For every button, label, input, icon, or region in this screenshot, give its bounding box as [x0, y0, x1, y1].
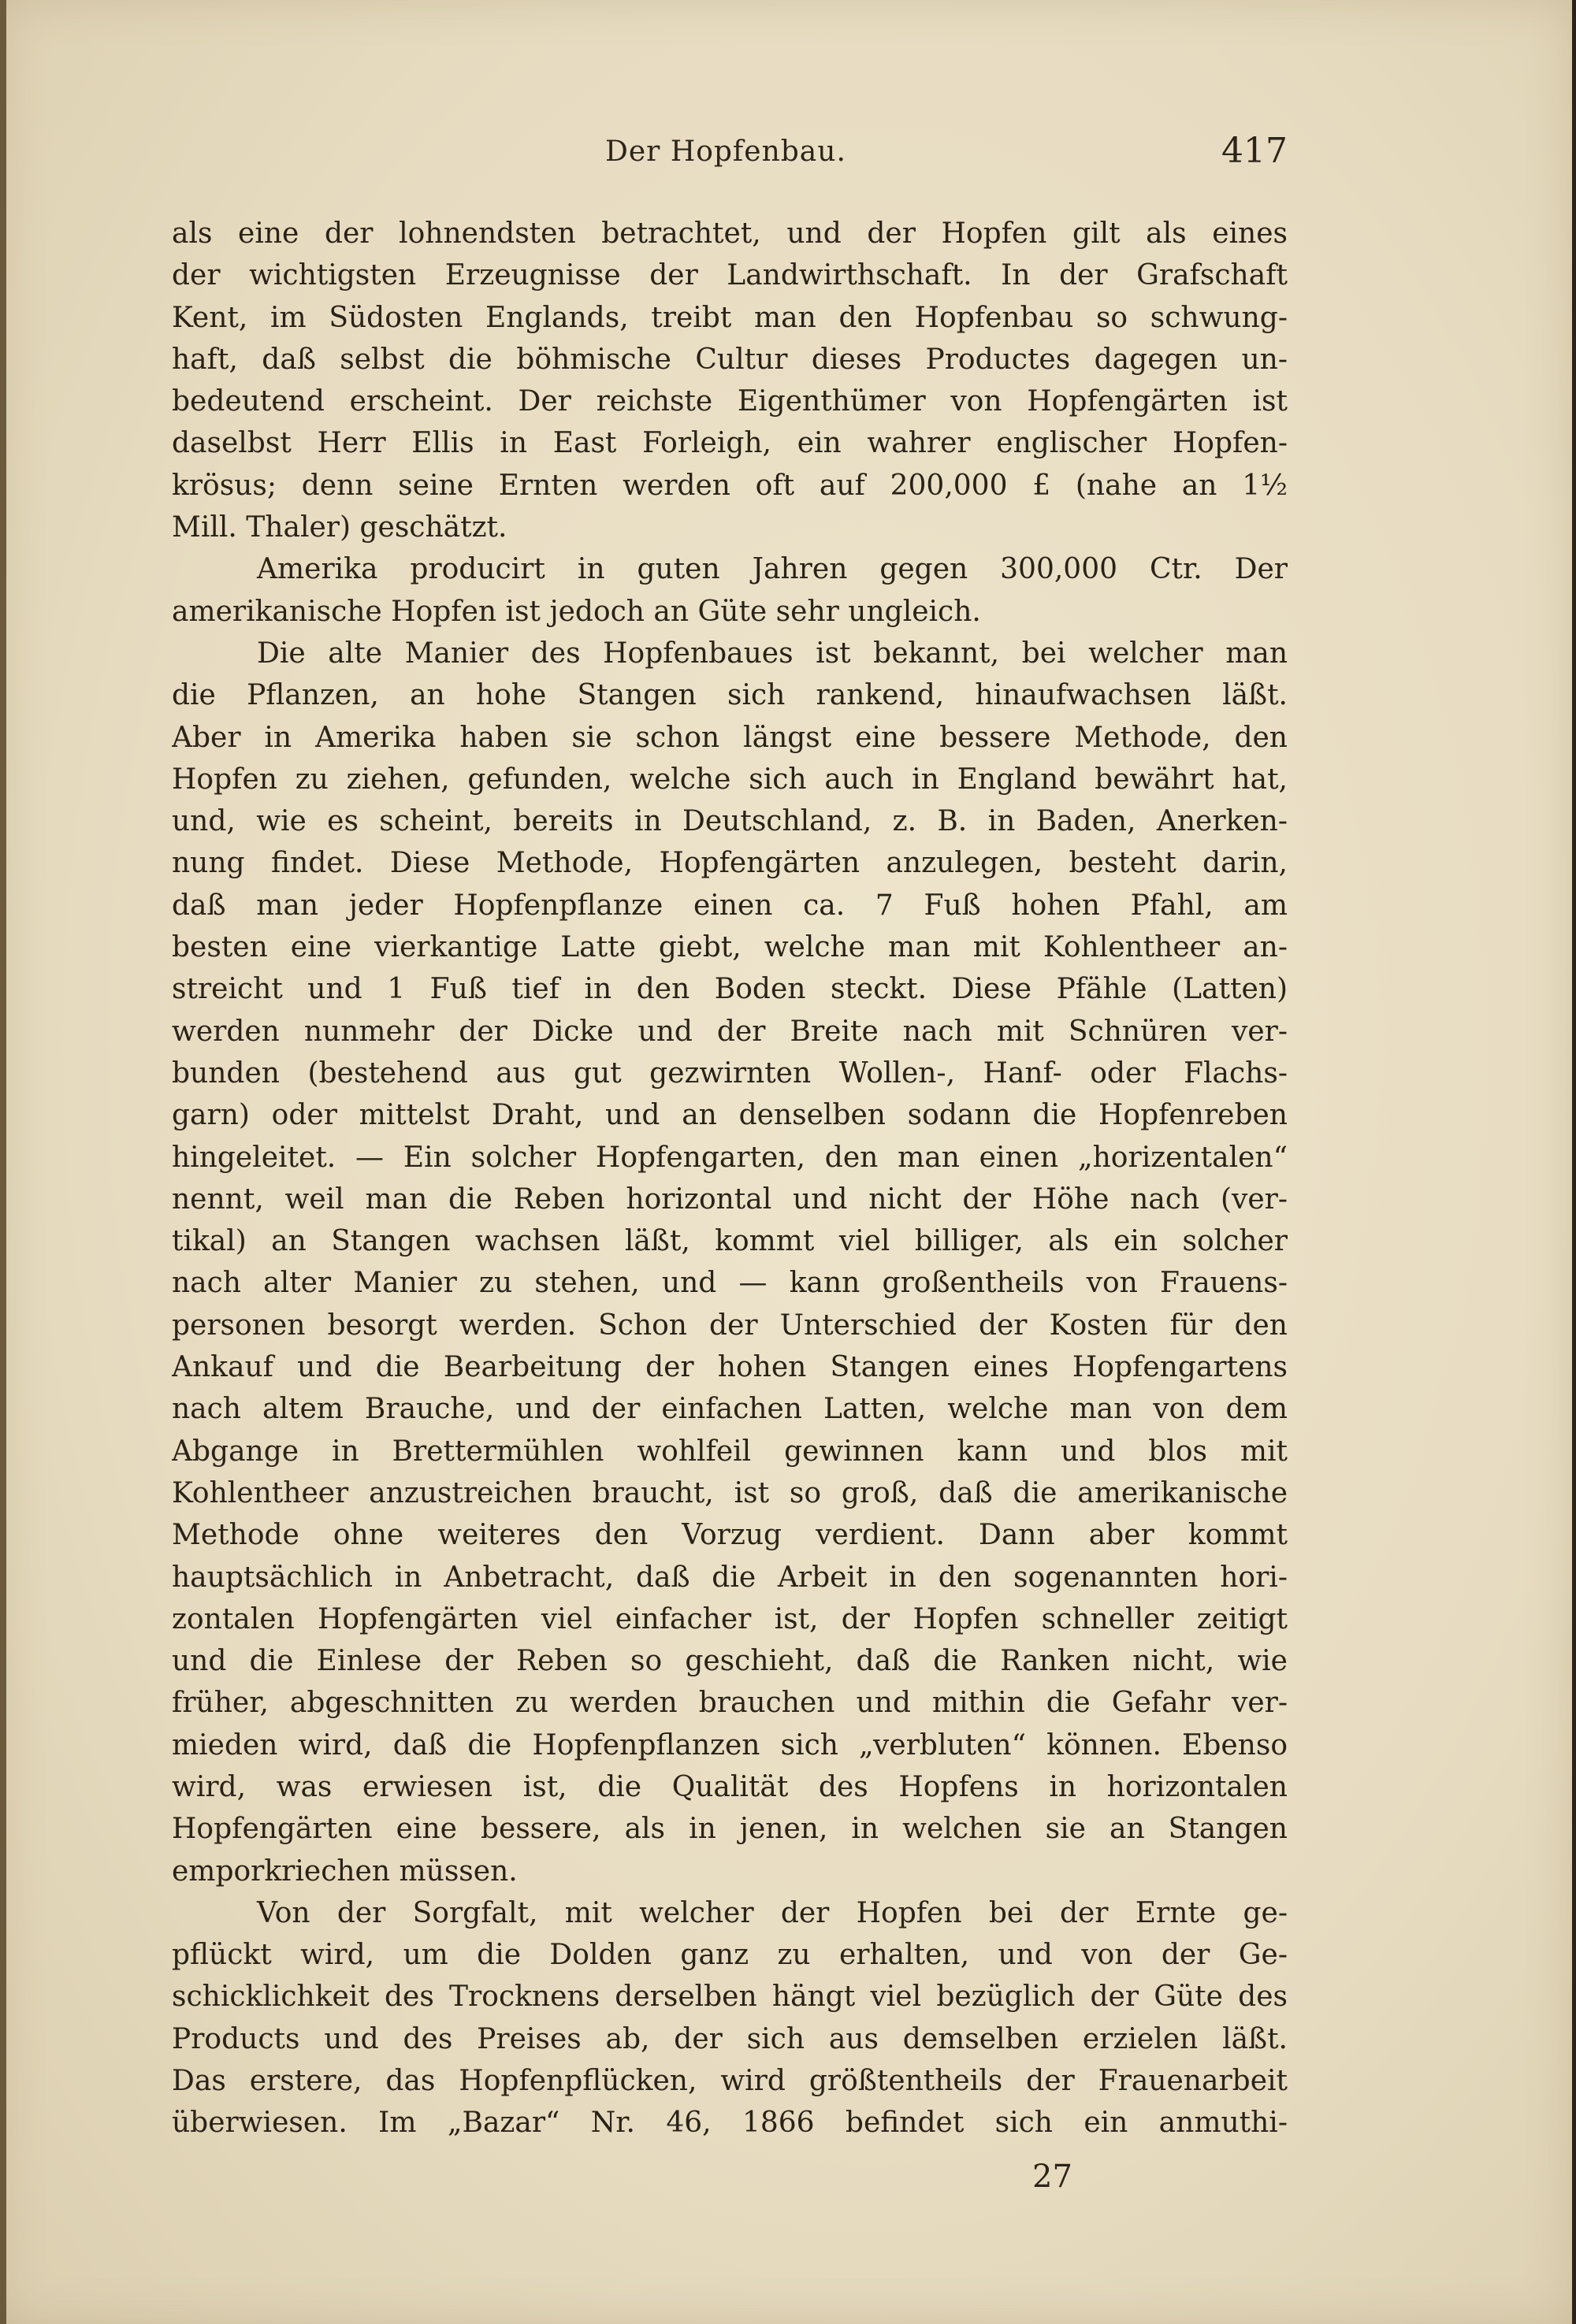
text-line: nach altem Brauche, und der einfachen Latten, welche man von dem: [172, 1393, 1288, 1426]
text-line: als eine der lohnendsten betrachtet, und der Hopfen gilt als eines: [172, 217, 1288, 250]
running-header: [172, 126, 1288, 181]
text-line: Ankauf und die Bearbeitung der hohen Stangen eines Hopfengartens: [172, 1351, 1288, 1384]
text-line: Das erstere, das Hopfenpflücken, wird größtentheils der Frauenarbeit: [172, 2065, 1288, 2098]
page-number: 417: [1221, 131, 1288, 171]
text-line: Mill. Thaler) geschätzt.: [172, 511, 507, 544]
text-line: überwiesen. Im „Bazar“ Nr. 46, 1866 befindet sich ein anmuthi-: [172, 2107, 1288, 2140]
text-line: Von der Sorgfalt, mit welcher der Hopfen bei der Ernte ge-: [257, 1896, 1288, 1929]
text-line: besten eine vierkantige Latte giebt, welche man mit Kohlentheer an-: [172, 931, 1288, 964]
text-line: Amerika producirt in guten Jahren gegen 300,000 Ctr. Der: [257, 553, 1288, 586]
text-line: Hopfengärten eine bessere, als in jenen, in welchen sie an Stangen: [172, 1813, 1288, 1846]
text-line: wird, was erwiesen ist, die Qualität des Hopfens in horizontalen: [172, 1770, 1288, 1803]
text-line: mieden wird, daß die Hopfenpflanzen sich „verbluten“ können. Ebenso: [172, 1728, 1288, 1762]
text-line: personen besorgt werden. Schon der Unterschied der Kosten für den: [172, 1309, 1288, 1342]
text-line: bedeutend erscheint. Der reichste Eigenthümer von Hopfengärten ist: [172, 385, 1288, 418]
text-line: nach alter Manier zu stehen, und — kann großentheils von Frauens-: [172, 1267, 1288, 1300]
text-line: und die Einlese der Reben so geschieht, daß die Ranken nicht, wie: [172, 1645, 1288, 1678]
page-edge: [0, 0, 6, 2324]
text-line: streicht und 1 Fuß tief in den Boden steckt. Diese Pfähle (Latten): [172, 973, 1288, 1006]
body-text: [172, 213, 1288, 2144]
text-line: hingeleitet. — Ein solcher Hopfengarten, den man einen „horizentalen“: [172, 1141, 1288, 1174]
text-line: nung findet. Diese Methode, Hopfengärten anzulegen, besteht darin,: [172, 847, 1288, 880]
text-line: daß man jeder Hopfenpflanze einen ca. 7 Fuß hohen Pfahl, am: [172, 889, 1288, 922]
text-line: amerikanische Hopfen ist jedoch an Güte sehr ungleich.: [172, 595, 981, 628]
text-line: daselbst Herr Ellis in East Forleigh, ein wahrer englischer Hopfen-: [172, 427, 1288, 460]
text-line: Die alte Manier des Hopfenbaues ist bekannt, bei welcher man: [257, 637, 1288, 670]
text-line: emporkriechen müssen.: [172, 1854, 518, 1888]
text-line: Kent, im Südosten Englands, treibt man den Hopfenbau so schwung-: [172, 301, 1288, 334]
text-line: bunden (bestehend aus gut gezwirnten Wollen-, Hanf- oder Flachs-: [172, 1056, 1288, 1090]
text-line: Abgange in Brettermühlen wohlfeil gewinnen kann und blos mit: [172, 1435, 1288, 1468]
text-line: und, wie es scheint, bereits in Deutschland, z. B. in Baden, Anerken-: [172, 805, 1288, 838]
text-line: zontalen Hopfengärten viel einfacher ist, der Hopfen schneller zeitigt: [172, 1602, 1288, 1635]
text-line: haft, daß selbst die böhmische Cultur dieses Productes dagegen un-: [172, 343, 1288, 376]
running-title: Der Hopfenbau.: [605, 136, 846, 168]
text-line: Aber in Amerika haben sie schon längst eine bessere Methode, den: [172, 721, 1288, 754]
text-line: krösus; denn seine Ernten werden oft auf 200,000 £ (nahe an 1½: [172, 469, 1288, 502]
text-line: Methode ohne weiteres den Vorzug verdient. Dann aber kommt: [172, 1519, 1288, 1552]
signature-mark: 27: [1032, 2159, 1072, 2195]
text-line: schicklichkeit des Trocknens derselben hängt viel bezüglich der Güte des: [172, 1981, 1288, 2014]
text-line: tikal) an Stangen wachsen läßt, kommt viel billiger, als ein solcher: [172, 1225, 1288, 1258]
text-line: pflückt wird, um die Dolden ganz zu erhalten, und von der Ge-: [172, 1939, 1288, 1972]
text-line: Kohlentheer anzustreichen braucht, ist so groß, daß die amerikanische: [172, 1476, 1288, 1509]
text-line: früher, abgeschnitten zu werden brauchen und mithin die Gefahr ver-: [172, 1687, 1288, 1720]
text-line: der wichtigsten Erzeugnisse der Landwirthschaft. In der Grafschaft: [172, 259, 1288, 292]
text-line: hauptsächlich in Anbetracht, daß die Arbeit in den sogenannten hori-: [172, 1561, 1288, 1594]
text-line: Hopfen zu ziehen, gefunden, welche sich auch in England bewährt hat,: [172, 763, 1288, 796]
text-line: werden nunmehr der Dicke und der Breite nach mit Schnüren ver-: [172, 1015, 1288, 1048]
text-line: Products und des Preises ab, der sich aus demselben erzielen läßt.: [172, 2022, 1288, 2055]
text-line: die Pflanzen, an hohe Stangen sich rankend, hinaufwachsen läßt.: [172, 679, 1288, 712]
text-line: nennt, weil man die Reben horizontal und nicht der Höhe nach (ver-: [172, 1182, 1288, 1216]
text-line: garn) oder mittelst Draht, und an denselben sodann die Hopfenreben: [172, 1099, 1288, 1132]
